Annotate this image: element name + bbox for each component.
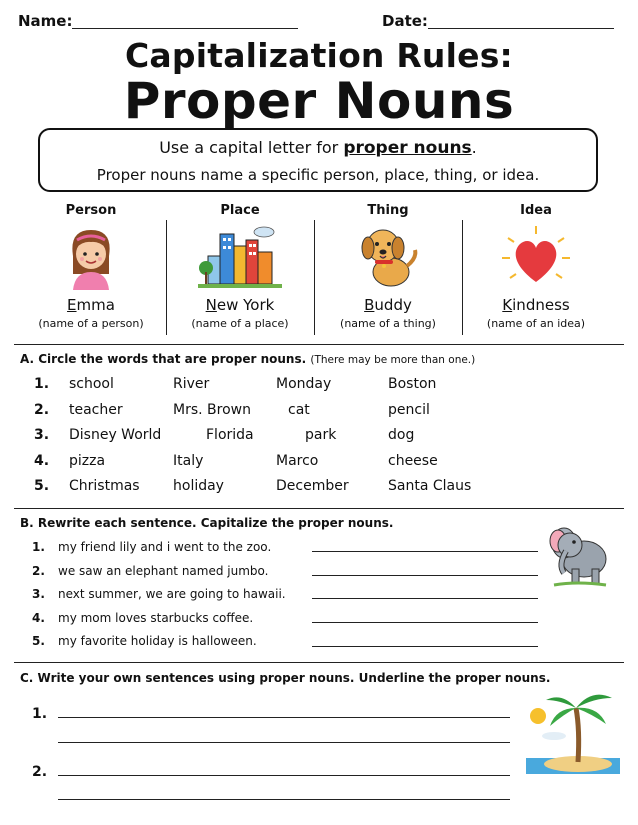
list-item	[20, 478, 620, 500]
example-initial: B	[364, 296, 375, 314]
section-a-heading	[20, 352, 475, 366]
item-number: 1.	[32, 540, 45, 554]
word-option[interactable]: dog	[388, 427, 415, 443]
word-option[interactable]: Santa Claus	[388, 478, 472, 494]
example-initial: K	[502, 296, 513, 314]
item-number: 5.	[32, 634, 45, 648]
sentence-text: my friend lily and i went to the zoo.	[58, 540, 272, 554]
sentence-text: my mom loves starbucks coffee.	[58, 611, 254, 625]
word-option[interactable]: Boston	[388, 376, 437, 392]
item-number: 1.	[34, 376, 50, 392]
item-number: 4.	[34, 453, 50, 469]
section-c-heading: C. Write your own sentences using proper nouns. Underline the proper nouns.	[20, 671, 551, 685]
word-option[interactable]: River	[173, 376, 210, 392]
category-note: (name of a place)	[191, 317, 289, 330]
category-heading: Idea	[520, 203, 552, 218]
category-note: (name of a person)	[38, 317, 144, 330]
writing-line[interactable]	[58, 775, 510, 776]
list-item	[20, 453, 620, 475]
section-divider	[14, 662, 624, 663]
item-number: 3.	[32, 587, 45, 601]
category-idea	[463, 203, 609, 330]
example-rest: ew York	[216, 296, 275, 314]
word-option[interactable]: December	[276, 478, 349, 494]
date-field[interactable]	[428, 28, 614, 29]
list-item	[20, 427, 620, 449]
item-number: 2.	[32, 764, 48, 780]
dog-icon	[353, 222, 423, 290]
word-option[interactable]: holiday	[173, 478, 224, 494]
elephant-icon	[540, 515, 614, 589]
page-subtitle: Capitalization Rules:	[125, 36, 513, 75]
city-icon	[198, 222, 282, 290]
page-title: Proper Nouns	[123, 72, 515, 130]
answer-line[interactable]	[312, 622, 538, 623]
palm-tree-icon	[522, 686, 622, 782]
answer-line[interactable]	[312, 646, 538, 647]
word-option[interactable]: Florida	[206, 427, 254, 443]
heart-icon	[496, 222, 576, 290]
category-person	[18, 203, 164, 330]
item-number: 5.	[34, 478, 50, 494]
example-rest: indness	[512, 296, 570, 314]
sentence-text: we saw an elephant named jumbo.	[58, 564, 269, 578]
category-place	[167, 203, 313, 330]
word-option[interactable]: Marco	[276, 453, 319, 469]
date-label: Date:	[382, 12, 428, 30]
word-option[interactable]: Disney World	[69, 427, 162, 443]
section-divider	[14, 508, 624, 509]
word-option[interactable]: school	[69, 376, 114, 392]
writing-line[interactable]	[58, 742, 510, 743]
word-option[interactable]: pencil	[388, 402, 430, 418]
category-example	[167, 296, 313, 314]
list-item	[20, 402, 620, 424]
item-number: 4.	[32, 611, 45, 625]
writing-line[interactable]	[58, 717, 510, 718]
rule-line-1-end: .	[471, 138, 477, 157]
word-option[interactable]: teacher	[69, 402, 123, 418]
category-heading: Thing	[367, 203, 409, 218]
sentence-text: my favorite holiday is halloween.	[58, 634, 257, 648]
category-thing	[315, 203, 461, 330]
item-number: 2.	[34, 402, 50, 418]
name-label: Name:	[18, 12, 73, 30]
rule-line-1	[40, 138, 596, 158]
example-initial: N	[205, 296, 217, 314]
category-note: (name of an idea)	[486, 317, 586, 330]
rule-emphasis: proper nouns	[343, 138, 472, 158]
answer-line[interactable]	[312, 598, 538, 599]
word-option[interactable]: cat	[288, 402, 310, 418]
item-number: 1.	[32, 706, 48, 722]
word-option[interactable]: park	[305, 427, 337, 443]
category-example	[463, 296, 609, 314]
example-initial: E	[67, 296, 77, 314]
example-rest: mma	[76, 296, 115, 314]
category-note: (name of a thing)	[340, 317, 436, 330]
rule-line-2: Proper nouns name a specific person, place, thing, or idea.	[96, 166, 540, 184]
writing-line[interactable]	[58, 799, 510, 800]
category-example	[315, 296, 461, 314]
word-option[interactable]: Christmas	[69, 478, 140, 494]
answer-line[interactable]	[312, 551, 538, 552]
answer-line[interactable]	[312, 575, 538, 576]
section-a-note: (There may be more than one.)	[310, 354, 476, 366]
section-a-title: A. Circle the words that are proper nouns.	[20, 352, 307, 366]
category-example	[18, 296, 164, 314]
example-rest: uddy	[374, 296, 412, 314]
section-divider	[14, 344, 624, 345]
category-heading: Place	[220, 203, 260, 218]
rule-line-1-text: Use a capital letter for	[159, 138, 344, 157]
name-field[interactable]	[72, 28, 298, 29]
category-heading: Person	[65, 203, 117, 218]
item-number: 2.	[32, 564, 45, 578]
word-option[interactable]: cheese	[388, 453, 438, 469]
item-number: 3.	[34, 427, 50, 443]
list-item	[20, 376, 620, 398]
word-option[interactable]: Mrs. Brown	[173, 402, 251, 418]
word-option[interactable]: Italy	[173, 453, 204, 469]
word-option[interactable]: pizza	[69, 453, 106, 469]
sentence-text: next summer, we are going to hawaii.	[58, 587, 286, 601]
girl-icon	[61, 222, 121, 290]
rule-box	[38, 128, 598, 192]
section-b-heading: B. Rewrite each sentence. Capitalize the proper nouns.	[20, 516, 394, 530]
word-option[interactable]: Monday	[276, 376, 332, 392]
